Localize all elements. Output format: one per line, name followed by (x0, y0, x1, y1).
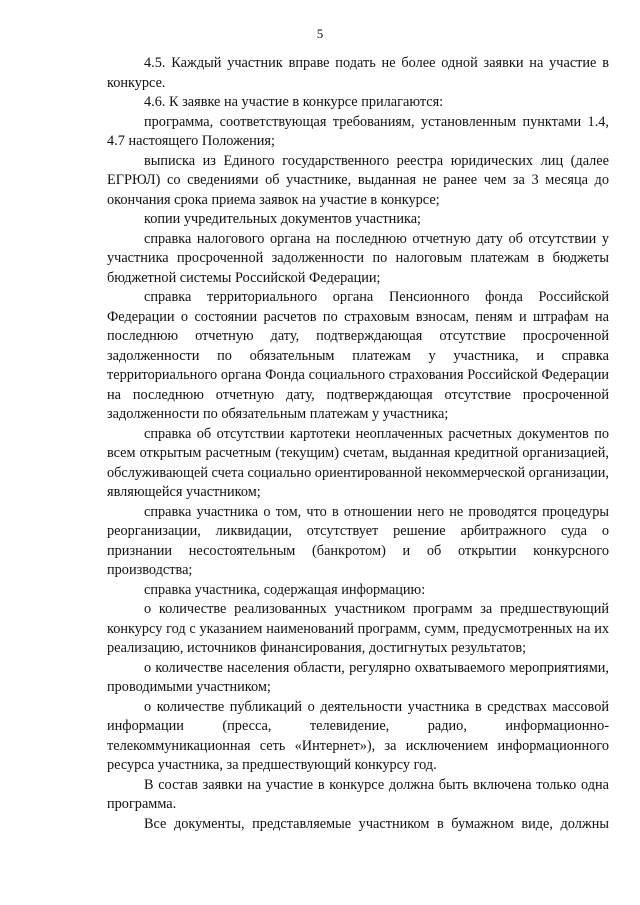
list-item-program: программа, соответствующая требованиям, установленным пунктами 1.4, 4.7 настоящего Положения; (107, 113, 609, 149)
list-item-participant-info: справка участника, содержащая информацию: (144, 581, 426, 598)
paragraph-4-6: 4.6. К заявке на участие в конкурсе прилагаются: (144, 94, 444, 110)
list-item-egrul-extract: выписка из Единого государственного реестра юридических лиц (далее ЕГРЮЛ) со сведениями об участнике, выданная не ранее чем за 3 месяца до окончания срока приема заявок на участие в конкурсе; (107, 152, 609, 208)
list-item-card-file-certificate: справка об отсутствии картотеки неоплаченных расчетных документов по всем открытым расчетным (текущим) счетам, выданная кредитной организацией, обслуживающей счета социально ориентированной некоммерческой организации, являющейся участником; (107, 425, 610, 500)
list-item-tax-certificate: справка налогового органа на последнюю отчетную дату об отсутствии у участника просроченной задолженности по налоговым платежам в бюджеты бюджетной системы Российской Федерации; (107, 230, 609, 286)
list-item-pension-fund-certificate: справка территориального органа Пенсионного фонда Российской Федерации о состоянии расчетов по страховым взносам, пеням и штрафам на последнюю отчетную дату, подтверждающая отсутствие просроченной задолженности по обязательным платежам у участника, и справка территориального органа Фонда социального страхования Российской Федерации на последнюю отчетную дату, подтверждающая отсутствие просроченной задолженности по обязательным платежам у участника; (107, 289, 609, 422)
page-number: 5 (316, 26, 324, 41)
document-body (107, 54, 609, 834)
info-item-population-coverage: о количестве населения области, регулярно охватываемого мероприятиями, проводимыми участником; (107, 659, 609, 695)
paragraph-single-program: В состав заявки на участие в конкурсе должна быть включена только одна программа. (107, 776, 609, 812)
info-item-programs-count: о количестве реализованных участником программ за предшествующий конкурсу год с указанием наименований программ, сумм, предусмотренных на их реализацию, источников финансирования, достигнутых результатов; (107, 601, 609, 656)
list-item-reorganization-certificate: справка участника о том, что в отношении него не проводятся процедуры реорганизации, ликвидации, отсутствует решение арбитражного суда о признании несостоятельным (банкротом) и об открытии конкурсного производства; (107, 503, 609, 578)
paragraph-4-5: 4.5. Каждый участник вправе подать не более одной заявки на участие в конкурсе. (107, 55, 609, 91)
paragraph-paper-documents: Все документы, представляемые участником в бумажном виде, должны (144, 815, 609, 832)
list-item-founding-documents: копии учредительных документов участника; (144, 211, 422, 227)
info-item-publications: о количестве публикаций о деятельности участника в средствах массовой информации (пресса, телевидение, радио, информационно-телекоммуникационная сеть «Интернет»), за исключением информационного ресурса участника, за предшествующий конкурсу год. (107, 698, 609, 773)
